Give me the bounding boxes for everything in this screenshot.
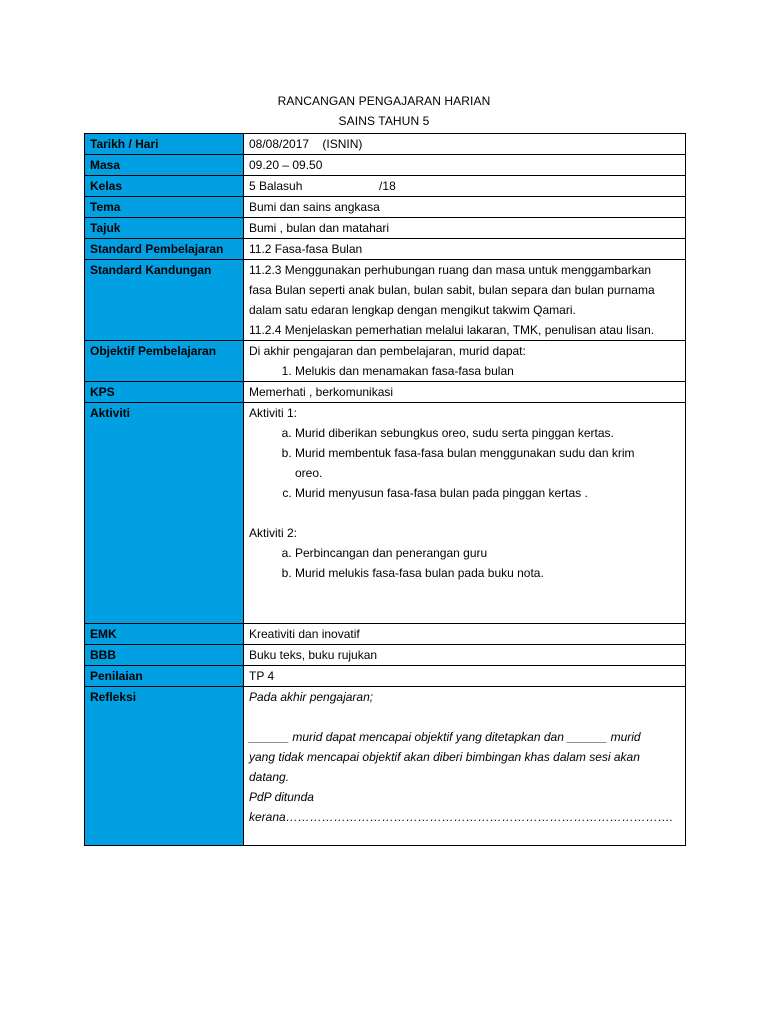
aktiviti-2-list [249, 543, 680, 583]
label-tema: Tema [85, 197, 244, 218]
sk-line: fasa Bulan seperti anak bulan, bulan sabit, bulan separa dan bulan purnama [249, 283, 655, 297]
row-standard-pembelajaran [85, 239, 686, 260]
refleksi-line: Pada akhir pengajaran; [249, 690, 374, 704]
document-subtitle: SAINS TAHUN 5 [338, 114, 430, 128]
value-emk: Kreativiti dan inovatif [244, 624, 686, 645]
sk-line: dalam satu edaran lengkap dengan mengikut takwim Qamari. [249, 303, 576, 317]
refleksi-line: kerana……………………………………………………………………………………. [249, 810, 674, 824]
row-kps [85, 382, 686, 403]
row-refleksi [85, 687, 686, 846]
aktiviti-1-list [249, 423, 680, 503]
row-tajuk [85, 218, 686, 239]
label-kps: KPS [85, 382, 244, 403]
aktiviti-1-item: c. Murid menyusun fasa-fasa bulan pada pinggan kertas . [295, 483, 640, 503]
row-penilaian [85, 666, 686, 687]
sk-line: 11.2.3 Menggunakan perhubungan ruang dan masa untuk menggambarkan [249, 263, 652, 277]
value-tarikh: 08/08/2017 (ISNIN) [244, 134, 686, 155]
refleksi-line: datang. [249, 770, 290, 784]
row-standard-kandungan [85, 260, 686, 341]
value-standard-kandungan [244, 260, 686, 341]
label-objektif: Objektif Pembelajaran [85, 341, 244, 382]
label-refleksi: Refleksi [85, 687, 244, 846]
refleksi-line: ______ murid dapat mencapai objektif yang ditetapkan dan ______ murid [249, 730, 641, 744]
row-tarikh [85, 134, 686, 155]
document-title: RANCANGAN PENGAJARAN HARIAN [277, 94, 491, 108]
sk-line: 11.2.4 Menjelaskan pemerhatian melalui lakaran, TMK, penulisan atau lisan. [249, 323, 655, 337]
value-objektif [244, 341, 686, 382]
value-kelas: 5 Balasuh /18 [244, 176, 686, 197]
aktiviti-1-item: a. Murid diberikan sebungkus oreo, sudu serta pinggan kertas. [295, 423, 640, 443]
label-tarikh: Tarikh / Hari [85, 134, 244, 155]
row-objektif [85, 341, 686, 382]
label-aktiviti: Aktiviti [85, 403, 244, 624]
value-bbb: Buku teks, buku rujukan [244, 645, 686, 666]
row-emk [85, 624, 686, 645]
objektif-item: 1. Melukis dan menamakan fasa-fasa bulan [295, 361, 680, 381]
row-bbb [85, 645, 686, 666]
value-standard-pembelajaran: 11.2 Fasa-fasa Bulan [244, 239, 686, 260]
value-tema: Bumi dan sains angkasa [244, 197, 686, 218]
value-masa: 09.20 – 09.50 [244, 155, 686, 176]
label-emk: EMK [85, 624, 244, 645]
value-aktiviti [244, 403, 686, 624]
row-kelas [85, 176, 686, 197]
label-bbb: BBB [85, 645, 244, 666]
label-standard-pembelajaran: Standard Pembelajaran [85, 239, 244, 260]
objektif-list [249, 361, 680, 381]
aktiviti-1-item: b. Murid membentuk fasa-fasa bulan menggunakan sudu dan krim oreo. [295, 443, 640, 483]
aktiviti-2-title: Aktiviti 2: [249, 526, 298, 540]
value-kps: Memerhati , berkomunikasi [244, 382, 686, 403]
refleksi-line: PdP ditunda [249, 790, 314, 804]
aktiviti-1-title: Aktiviti 1: [249, 406, 298, 420]
label-kelas: Kelas [85, 176, 244, 197]
value-penilaian: TP 4 [244, 666, 686, 687]
row-aktiviti [85, 403, 686, 624]
objektif-intro: Di akhir pengajaran dan pembelajaran, murid dapat: [249, 344, 526, 358]
label-standard-kandungan: Standard Kandungan [85, 260, 244, 341]
label-masa: Masa [85, 155, 244, 176]
row-tema [85, 197, 686, 218]
aktiviti-2-item: a. Perbincangan dan penerangan guru [295, 543, 680, 563]
row-masa [85, 155, 686, 176]
refleksi-line: yang tidak mencapai objektif akan diberi bimbingan khas dalam sesi akan [249, 750, 640, 764]
label-tajuk: Tajuk [85, 218, 244, 239]
value-tajuk: Bumi , bulan dan matahari [244, 218, 686, 239]
label-penilaian: Penilaian [85, 666, 244, 687]
value-refleksi [244, 687, 686, 846]
lesson-plan-table [84, 133, 686, 846]
aktiviti-2-item: b. Murid melukis fasa-fasa bulan pada buku nota. [295, 563, 680, 583]
